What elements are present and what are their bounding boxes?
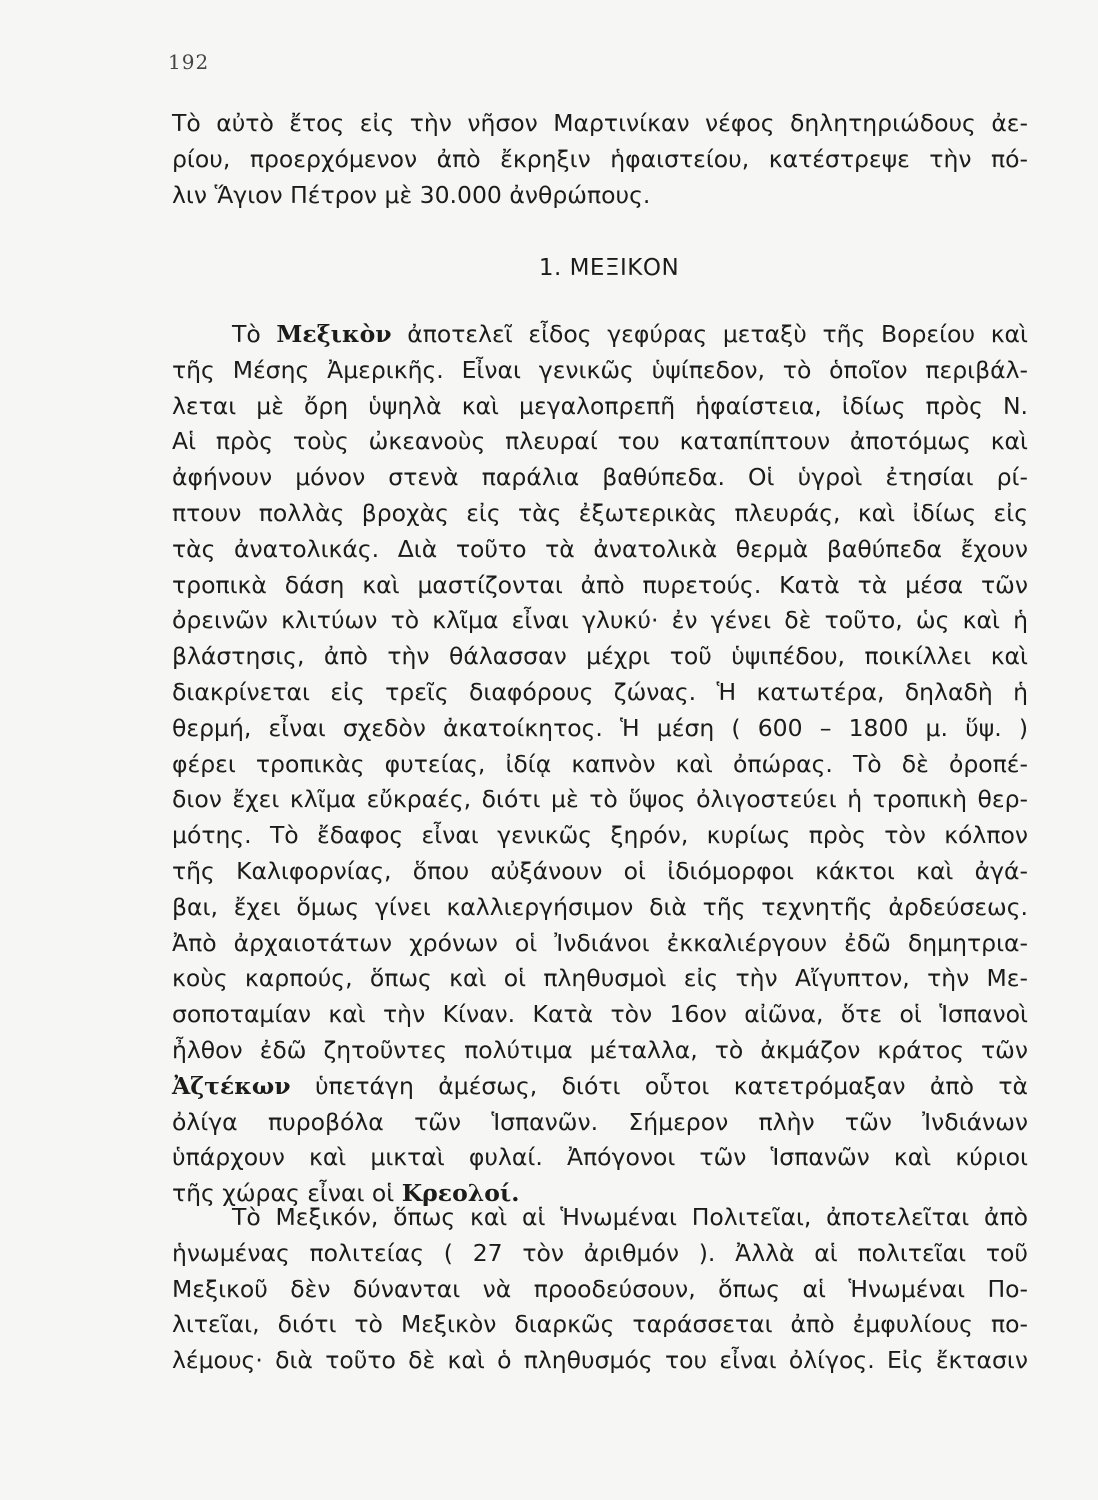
text-line: ἀφήνουν μόνον στενὰ παράλια βαθύπεδα. Οἱ ὑγροὶ ἐτησίαι ρί- <box>172 463 1028 492</box>
text-line: Τὸ Μεξικόν, ὅπως καὶ αἱ Ἡνωμέναι Πολιτεῖαι, ἀποτελεῖται ἀπὸ <box>232 1203 1028 1231</box>
text-line: λεται μὲ ὄρη ὑψηλὰ καὶ μεγαλοπρεπῆ ἡφαίστεια, ἰδίως πρὸς Ν. <box>172 391 1028 420</box>
paragraph-mexico <box>172 317 1028 1212</box>
bold-term-creoles: Κρεολοί. <box>401 1179 520 1208</box>
page-number: 192 <box>168 50 210 74</box>
text-line: λιτεῖαι, διότι τὸ Μεξικὸν διαρκῶς ταράσσεται ἀπὸ ἐμφυλίους πο- <box>172 1310 1028 1339</box>
text-line: τῆς Μέσης Ἀμερικῆς. Εἶναι γενικῶς ὑψίπεδον, τὸ ὁποῖον περιβάλ- <box>172 355 1028 384</box>
text-line: ὑπάρχουν καὶ μικταὶ φυλαί. Ἀπόγονοι τῶν Ἱσπανῶν καὶ κύριοι <box>172 1143 1028 1172</box>
text-segment: ὑπετάγη ἀμέσως, διότι οὗτοι κατετρόμαξαν ἀπὸ τὰ <box>290 1071 1028 1100</box>
bold-term-mexico: Μεξικὸν <box>276 320 392 348</box>
text-line: πτουν πολλὰς βροχὰς εἰς τὰς ἐξωτερικὰς πλευράς, καὶ ἰδίως εἰς <box>172 498 1028 527</box>
text-segment: Τὸ <box>232 320 277 348</box>
text-line: θερμή, εἶναι σχεδὸν ἀκατοίκητος. Ἡ μέση ( 600 – 1800 μ. ὕψ. ) <box>172 713 1028 742</box>
text-line <box>172 1069 1028 1105</box>
text-line: ἡνωμένας πολιτείας ( 27 τὸν ἀριθμόν ). Ἀλλὰ αἱ πολιτεῖαι τοῦ <box>172 1238 1028 1267</box>
text-line: τῆς Καλιφορνίας, ὅπου αὐξάνουν οἱ ἰδιόμορφοι κάκτοι καὶ ἀγά- <box>172 856 1028 885</box>
text-line: τροπικὰ δάση καὶ μαστίζονται ἀπὸ πυρετούς. Κατὰ τὰ μέσα τῶν <box>172 570 1028 599</box>
text-line: κοὺς καρπούς, ὅπως καὶ οἱ πληθυσμοὶ εἰς τὴν Αἴγυπτον, τὴν Με- <box>172 964 1028 993</box>
text-segment: τῆς χώρας εἶναι οἱ <box>172 1179 402 1208</box>
intro-paragraph <box>172 106 1028 213</box>
text-line: βαι, ἔχει ὅμως γίνει καλλιεργήσιμον διὰ τῆς τεχνητῆς ἀρδεύσεως. <box>172 892 1028 921</box>
text-segment: ἀποτελεῖ εἶδος γεφύρας μεταξὺ τῆς Βορείου καὶ <box>391 320 1028 348</box>
text-line: σοποταμίαν καὶ τὴν Κίναν. Κατὰ τὸν 16ον αἰῶνα, ὅτε οἱ Ἱσπανοὶ <box>172 1000 1028 1029</box>
text-line: φέρει τροπικὰς φυτείας, ἰδίᾳ καπνὸν καὶ ὀπώρας. Τὸ δὲ ὀροπέ- <box>172 749 1028 778</box>
section-heading: 1. ΜΕΞΙΚΟΝ <box>538 255 680 281</box>
text-line: διον ἔχει κλῖμα εὔκραές, διότι μὲ τὸ ὕψος ὀλιγοστεύει ἡ τροπικὴ θερ- <box>172 785 1028 814</box>
text-line: Ἀπὸ ἀρχαιοτάτων χρόνων οἱ Ἰνδιάνοι ἐκκαλιέργουν ἐδῶ δημητρια- <box>172 928 1028 957</box>
text-line: Μεξικοῦ δὲν δύνανται νὰ προοδεύσουν, ὅπως αἱ Ἡνωμέναι Πο- <box>172 1274 1028 1303</box>
text-line: μότης. Τὸ ἔδαφος εἶναι γενικῶς ξηρόν, κυρίως πρὸς τὸν κόλπον <box>172 821 1028 850</box>
text-line: τὰς ἀνατολικάς. Διὰ τοῦτο τὰ ἀνατολικὰ θερμὰ βαθύπεδα ἔχουν <box>172 534 1028 563</box>
paragraph-states <box>172 1200 1028 1379</box>
text-line: λέμους· διὰ τοῦτο δὲ καὶ ὁ πληθυσμός του εἶναι ὀλίγος. Εἰς ἔκτασιν <box>172 1346 1028 1375</box>
text-line: ὀρεινῶν κλιτύων τὸ κλῖμα εἶναι γλυκύ· ἐν γένει δὲ τοῦτο, ὡς καὶ ἡ <box>172 606 1028 635</box>
text-line: βλάστησις, ἀπὸ τὴν θάλασσαν μέχρι τοῦ ὑψιπέδου, ποικίλλει καὶ <box>172 642 1028 671</box>
text-line: ἦλθον ἐδῶ ζητοῦντες πολύτιμα μέταλλα, τὸ ἀκμάζον κράτος τῶν <box>172 1035 1028 1064</box>
text-line: διακρίνεται εἰς τρεῖς διαφόρους ζώνας. Ἡ κατωτέρα, δηλαδὴ ἡ <box>172 677 1028 706</box>
text-line: Αἱ πρὸς τοὺς ὠκεανοὺς πλευραί του καταπίπτουν ἀποτόμως καὶ <box>172 427 1028 456</box>
text-line: ρίου, προερχόμενον ἀπὸ ἔκρηξιν ἡφαιστείου, κατέστρεψε τὴν πό- <box>172 144 1028 173</box>
bold-term-aztecs: Ἀζτέκων <box>172 1071 291 1100</box>
text-line <box>172 317 1028 353</box>
text-line: ὀλίγα πυροβόλα τῶν Ἱσπανῶν. Σήμερον πλὴν τῶν Ἰνδιάνων <box>172 1107 1028 1136</box>
text-line: Τὸ αὐτὸ ἔτος εἰς τὴν νῆσον Μαρτινίκαν νέφος δηλητηριώδους ἀε- <box>172 109 1028 137</box>
text-line: λιν Ἅγιον Πέτρον μὲ 30.000 ἀνθρώπους. <box>172 180 651 209</box>
